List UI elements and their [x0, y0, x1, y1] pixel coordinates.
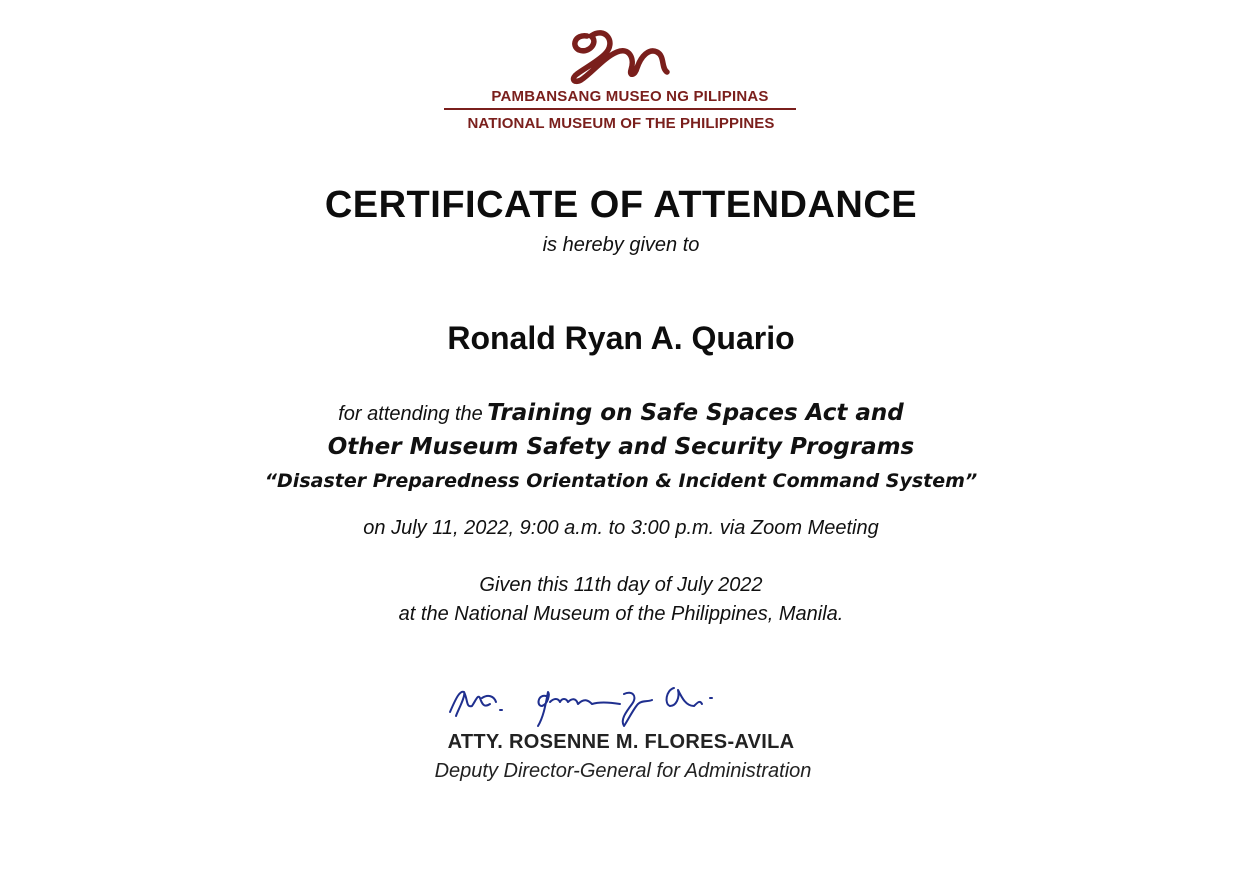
attending-prefix: for attending the	[338, 403, 483, 425]
org-name-filipino: PAMBANSANG MUSEO NG PILIPINAS	[491, 88, 769, 105]
signatory-name: ATTY. ROSENNE M. FLORES-AVILA	[447, 731, 795, 753]
signatory-title: Deputy Director-General for Administration	[434, 760, 812, 782]
org-divider	[444, 108, 796, 110]
signature-icon	[438, 676, 778, 732]
certificate-title: CERTIFICATE OF ATTENDANCE	[324, 184, 918, 226]
training-subtitle: “Disaster Preparedness Orientation & Incident Command System”	[264, 470, 978, 492]
museum-logo-icon	[565, 28, 677, 86]
event-date-line: on July 11, 2022, 9:00 a.m. to 3:00 p.m. via Zoom Meeting	[363, 517, 879, 539]
given-date-line: Given this 11th day of July 2022	[479, 574, 763, 596]
training-title-line-2: Other Museum Safety and Security Programs	[327, 434, 915, 460]
given-to-text: is hereby given to	[542, 234, 700, 256]
attending-line	[0, 400, 1242, 426]
given-place-line: at the National Museum of the Philippines, Manila.	[398, 603, 844, 625]
recipient-name: Ronald Ryan A. Quario	[447, 320, 795, 356]
training-line-2-wrapper	[0, 434, 1242, 460]
training-title-line-1: Training on Safe Spaces Act and	[487, 400, 904, 426]
org-name-english: NATIONAL MUSEUM OF THE PHILIPPINES	[467, 115, 775, 132]
